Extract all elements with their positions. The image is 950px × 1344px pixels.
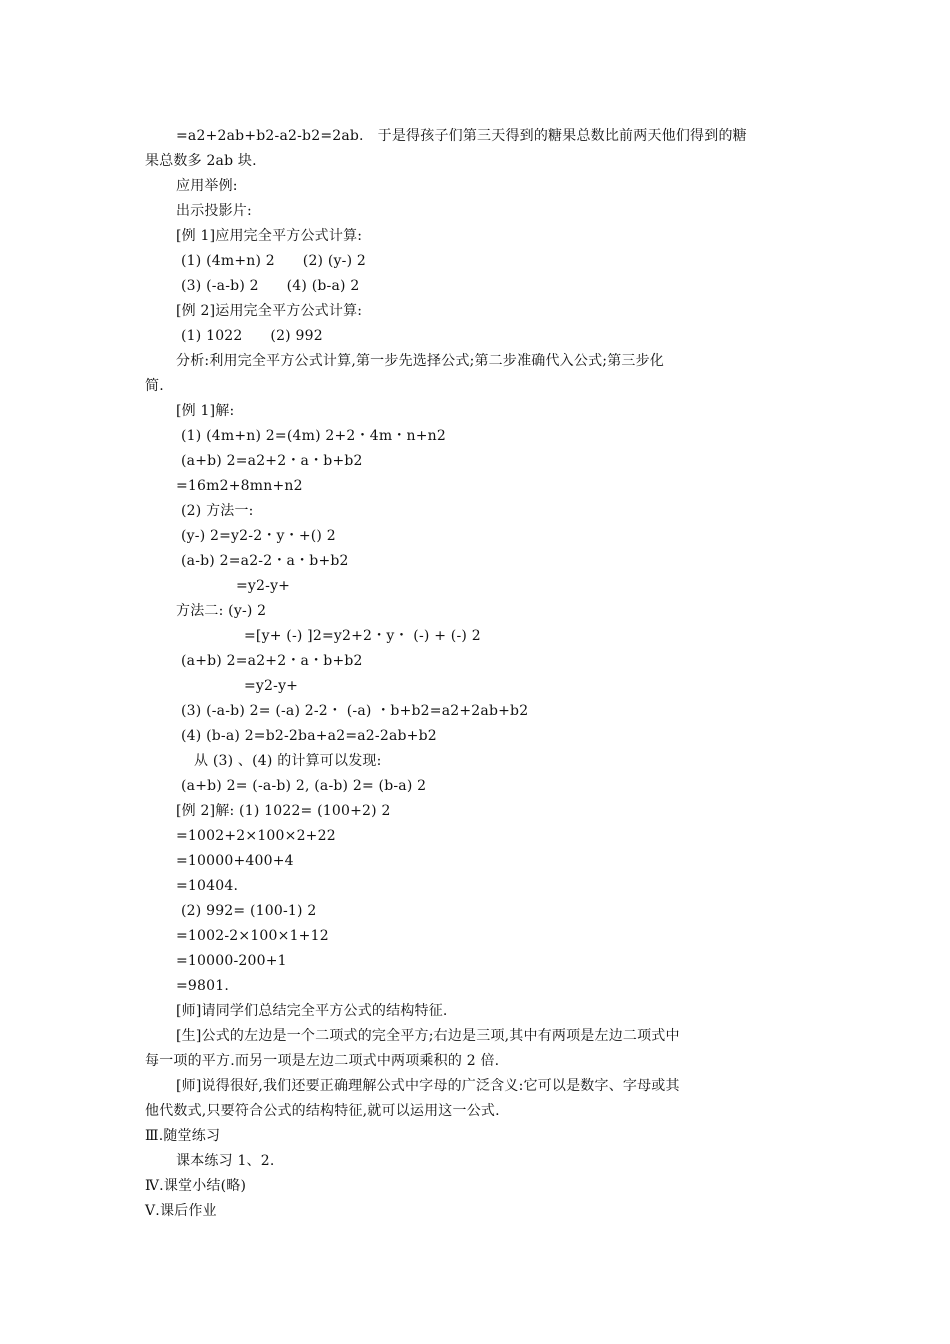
text-line: [例 1]解: <box>176 403 235 419</box>
text-line: (1) (4m+n) 2=(4m) 2+2・4m・n+n2 <box>181 428 446 444</box>
section-heading: Ⅴ.课后作业 <box>145 1203 217 1219</box>
text-line: (a+b) 2= (-a-b) 2, (a-b) 2= (b-a) 2 <box>181 778 427 794</box>
text-line: =10000+400+4 <box>176 853 294 869</box>
text-line: [师]请同学们总结完全平方公式的结构特征. <box>176 1003 448 1019</box>
text-line: [例 1]应用完全平方公式计算: <box>176 228 363 244</box>
text-line: =[y+ (-) ]2=y2+2・y・ (-) + (-) 2 <box>244 628 481 644</box>
text-line: (3) (-a-b) 2= (-a) 2-2・ (-a) ・b+b2=a2+2ab+b2 <box>181 703 529 719</box>
text-line: [例 2]运用完全平方公式计算: <box>176 303 363 319</box>
text-line: 简. <box>145 378 164 394</box>
section-heading: Ⅳ.课堂小结(略) <box>145 1178 247 1194</box>
text-line: [例 2]解: (1) 1022= (100+2) 2 <box>176 803 391 819</box>
text-line: 他代数式,只要符合公式的结构特征,就可以运用这一公式. <box>145 1103 500 1119</box>
text-line: =10000-200+1 <box>176 953 287 969</box>
text-line: (a+b) 2=a2+2・a・b+b2 <box>181 653 363 669</box>
text-line: (y-) 2=y2-2・y・+() 2 <box>181 528 336 544</box>
text-line: (2) 992= (100-1) 2 <box>181 903 317 919</box>
text-line: =1002-2×100×1+12 <box>176 928 329 944</box>
text-line: 果总数多 2ab 块. <box>145 153 257 169</box>
text-line: (1) (4m+n) 2 (2) (y-) 2 <box>181 253 366 269</box>
text-line: =y2-y+ <box>236 578 291 594</box>
text-line: [生]公式的左边是一个二项式的完全平方;右边是三项,其中有两项是左边二项式中 <box>176 1028 680 1044</box>
text-line: 从 (3) 、(4) 的计算可以发现: <box>194 753 382 769</box>
text-line: 课本练习 1、2. <box>176 1153 275 1169</box>
text-line: 应用举例: <box>176 178 238 194</box>
text-line: (3) (-a-b) 2 (4) (b-a) 2 <box>181 278 360 294</box>
text-line: =10404. <box>176 878 239 894</box>
text-line: =a2+2ab+b2-a2-b2=2ab. 于是得孩子们第三天得到的糖果总数比前两天他们得到的糖 <box>176 128 747 144</box>
text-line: =1002+2×100×2+22 <box>176 828 336 844</box>
text-line: (a+b) 2=a2+2・a・b+b2 <box>181 453 363 469</box>
section-heading: Ⅲ.随堂练习 <box>145 1128 221 1144</box>
text-line: 出示投影片: <box>176 203 252 219</box>
text-line: 分析:利用完全平方公式计算,第一步先选择公式;第二步准确代入公式;第三步化 <box>176 353 664 369</box>
text-line: 每一项的平方.而另一项是左边二项式中两项乘积的 2 倍. <box>145 1053 500 1069</box>
text-line: =9801. <box>176 978 230 994</box>
text-line: (2) 方法一: <box>181 503 254 519</box>
text-line: (4) (b-a) 2=b2-2ba+a2=a2-2ab+b2 <box>181 728 437 744</box>
text-line: =16m2+8mn+n2 <box>176 478 303 494</box>
text-line: =y2-y+ <box>244 678 299 694</box>
text-line: (a-b) 2=a2-2・a・b+b2 <box>181 553 349 569</box>
text-line: 方法二: (y-) 2 <box>176 603 267 619</box>
text-line: (1) 1022 (2) 992 <box>181 328 323 344</box>
text-line: [师]说得很好,我们还要正确理解公式中字母的广泛含义:它可以是数字、字母或其 <box>176 1078 680 1094</box>
